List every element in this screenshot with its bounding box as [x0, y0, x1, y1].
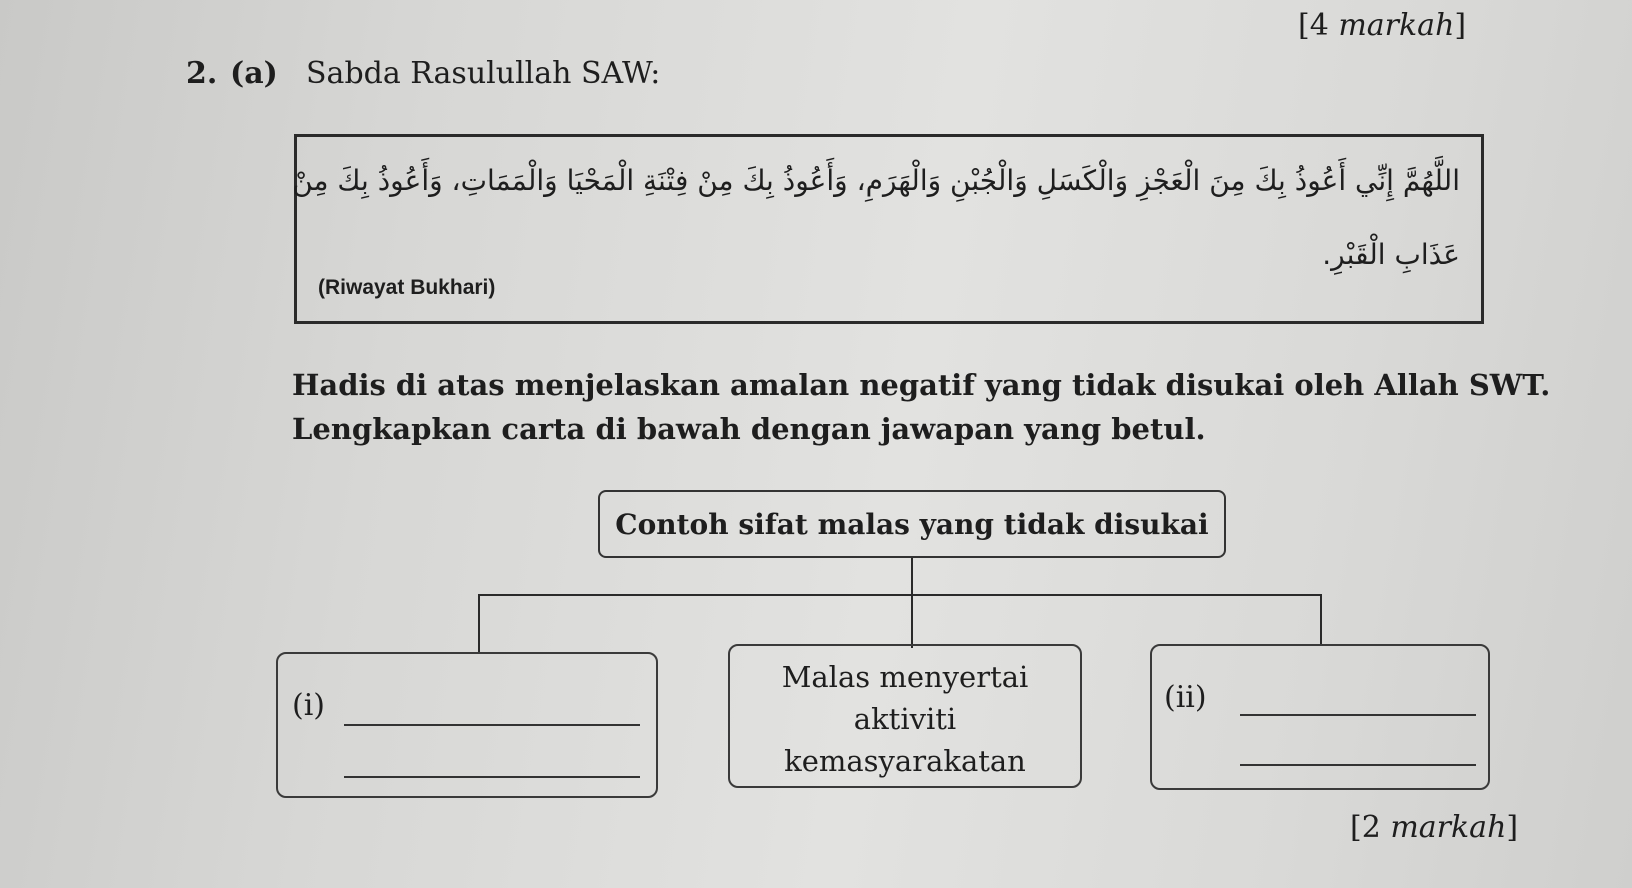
connector-root-down	[911, 558, 913, 648]
answer-blank-ii-line-1[interactable]	[1240, 714, 1476, 716]
hadith-narration: (Riwayat Bukhari)	[318, 276, 496, 299]
marks-indicator-top: [4 markah]	[1298, 8, 1467, 43]
chart-root-label: Contoh sifat malas yang tidak disukai	[615, 507, 1209, 541]
chart-box-left	[276, 652, 658, 798]
question-part: (a)	[230, 56, 278, 91]
chart-box-middle	[728, 644, 1082, 788]
question-title: Sabda Rasulullah SAW:	[306, 56, 661, 91]
hadith-arabic-line-2: عَذَابِ الْقَبْرِ.	[1322, 238, 1460, 271]
middle-text-line-1: Malas menyertai	[781, 660, 1029, 694]
chart-root-box	[598, 490, 1226, 558]
question-number: 2.	[186, 56, 218, 91]
connector-horizontal	[478, 594, 1322, 596]
chart-box-right	[1150, 644, 1490, 790]
middle-text-line-2: aktiviti	[853, 702, 957, 736]
hadith-arabic-line-1: اللَّهُمَّ إِنِّي أَعُوذُ بِكَ مِنَ الْعَجْزِ وَالْكَسَلِ وَالْجُبْنِ وَالْهَرَمِ، وَأَعُوذُ بِكَ مِنْ فِتْنَةِ الْمَحْيَا وَالْمَمَاتِ، وَأَعُوذُ بِكَ مِنْ	[292, 164, 1460, 197]
answer-blank-i-line-1[interactable]	[344, 724, 640, 726]
answer-blank-i-line-2[interactable]	[344, 776, 640, 778]
middle-text-line-3: kemasyarakatan	[784, 744, 1026, 778]
instruction-line-1: Hadis di atas menjelaskan amalan negatif yang tidak disukai oleh Allah SWT.	[292, 368, 1551, 402]
instruction-line-2: Lengkapkan carta di bawah dengan jawapan yang betul.	[292, 412, 1206, 446]
marks-indicator-bottom: [2 markah]	[1350, 810, 1519, 845]
connector-left-down	[478, 594, 480, 652]
answer-blank-ii-line-2[interactable]	[1240, 764, 1476, 766]
connector-right-down	[1320, 594, 1322, 644]
answer-label-ii: (ii)	[1164, 680, 1207, 715]
answer-label-i: (i)	[292, 688, 326, 723]
